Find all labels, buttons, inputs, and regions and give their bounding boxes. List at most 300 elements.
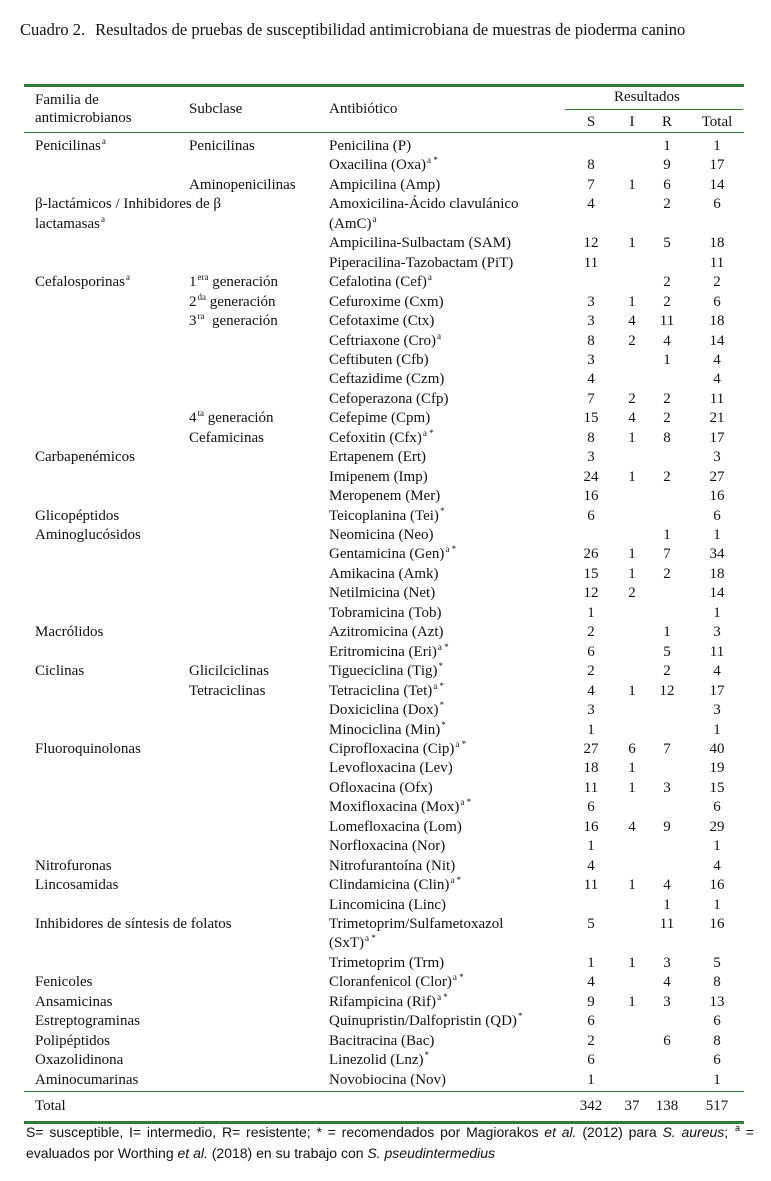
count-total: 6 [713, 1013, 721, 1030]
count-s: 24 [583, 468, 599, 485]
antibiotic-name: Penicilina (P) [329, 138, 412, 154]
count-s: 4 [587, 371, 595, 388]
antibiotic-cell [329, 1071, 446, 1090]
count-s: 26 [583, 546, 599, 563]
subclass-cell [189, 312, 278, 331]
count-i: 1 [628, 429, 636, 446]
antibiotic-cell [329, 701, 444, 720]
antibiotic-name: Cefoperazona (Cfp) [329, 390, 449, 407]
antibiotic-cell [329, 759, 453, 778]
subclass-text-rest: generación [204, 410, 274, 427]
count-s: 4 [587, 682, 595, 699]
count-s: 6 [587, 643, 595, 660]
antibiotic-cell [329, 584, 435, 603]
header-results: Resultados [614, 89, 680, 105]
count-r: 2 [663, 196, 671, 213]
antibiotic-marker: a [437, 330, 442, 341]
antibiotic-name: Trimetoprim/Sulfametoxazol [329, 916, 504, 932]
antibiotic-name: Ertapenem (Ert) [329, 449, 427, 466]
antibiotic-marker: * [441, 719, 446, 730]
subclass-text: Tetraciclinas [189, 682, 266, 699]
count-s: 7 [587, 176, 595, 193]
count-total: 16 [709, 916, 725, 932]
header-family [35, 91, 132, 127]
family-text: Polipéptidos [35, 1032, 111, 1049]
table-row [24, 818, 744, 837]
count-total: 1 [713, 838, 721, 855]
count-i: 1 [628, 682, 636, 699]
count-s: 3 [587, 313, 595, 330]
count-s: 4 [587, 196, 595, 213]
total-r: 138 [655, 1098, 679, 1115]
count-r: 12 [659, 682, 675, 699]
header-family-line2: antimicrobianos [35, 110, 132, 126]
count-s: 3 [587, 702, 595, 719]
count-total: 6 [713, 799, 721, 816]
count-total: 16 [709, 488, 725, 505]
table-row [24, 682, 744, 701]
count-total: 14 [709, 585, 725, 602]
count-i: 1 [628, 877, 636, 894]
table-row [24, 973, 744, 992]
antibiotic-name: Teicoplanina (Tei) [329, 507, 439, 524]
antibiotic-name: Lincomicina (Linc) [329, 896, 447, 913]
count-s: 6 [587, 799, 595, 816]
family-cell [35, 1032, 110, 1051]
antibiotic-name: Netilmicina (Net) [329, 585, 436, 602]
antibiotic-name: Norfloxacina (Nor) [329, 838, 446, 855]
count-total: 1 [713, 138, 721, 154]
count-r: 2 [663, 663, 671, 680]
antibiotic-name: Doxiciclina (Dox) [329, 702, 439, 719]
family-text: Ciclinas [35, 663, 85, 680]
subclass-text: Cefamicinas [189, 429, 264, 446]
count-s: 4 [587, 857, 595, 874]
table-footnote [26, 1122, 754, 1164]
count-i: 1 [628, 176, 636, 193]
antibiotic-name: Ampicilina-Sulbactam (SAM) [329, 235, 512, 252]
antibiotic-name: Bacitracina (Bac) [329, 1032, 435, 1049]
family-text-line2: lactamasas [35, 215, 100, 232]
antibiotic-name: Cloranfenicol (Clor) [329, 974, 452, 991]
antibiotic-name: Ceftriaxone (Cro) [329, 332, 437, 349]
antibiotic-cell [329, 876, 461, 895]
antibiotic-name: Imipenem (Imp) [329, 468, 428, 485]
count-s: 2 [587, 624, 595, 641]
subclass-superscript: da [197, 291, 206, 302]
antibiotic-name: Tobramicina (Tob) [329, 604, 442, 621]
antibiotic-marker: * [439, 505, 445, 516]
family-superscript: a [125, 272, 130, 283]
count-total: 40 [709, 740, 725, 757]
table-row [24, 584, 744, 603]
antibiotic-name: Clindamicina (Clin) [329, 877, 450, 894]
antibiotic-name: Tigueciclina (Tig) [329, 663, 438, 680]
antibiotic-cell [329, 293, 444, 312]
table-row [24, 390, 744, 409]
antibiotic-cell [329, 409, 430, 428]
count-total: 11 [709, 390, 725, 407]
antibiotic-cell [329, 818, 462, 837]
count-total: 21 [709, 410, 725, 427]
table-row [24, 545, 744, 564]
count-s: 3 [587, 449, 595, 466]
table-row [24, 954, 744, 973]
count-i: 1 [628, 235, 636, 252]
antibiotic-marker: a * [437, 991, 448, 1002]
total-rule [24, 1091, 744, 1092]
count-i: 2 [628, 332, 636, 349]
antibiotic-name: Trimetoprim (Trm) [329, 954, 445, 971]
table-row [24, 662, 744, 681]
antibiotic-cell [329, 1032, 434, 1051]
count-total: 6 [713, 507, 721, 524]
count-total: 18 [709, 235, 725, 252]
antibiotic-marker: a * [455, 738, 467, 749]
antibiotic-cell [329, 312, 434, 331]
table-caption [20, 20, 755, 40]
footnote-etal1: et al. [544, 1124, 577, 1140]
count-s: 8 [587, 157, 595, 174]
antibiotic-cell [329, 973, 464, 992]
family-cell [35, 1012, 140, 1031]
count-s: 3 [587, 293, 595, 310]
count-s: 16 [583, 488, 599, 505]
count-total: 8 [713, 974, 721, 991]
table-row [24, 1071, 744, 1090]
count-total: 3 [713, 702, 721, 719]
family-cell [35, 876, 118, 895]
table-row [24, 1012, 744, 1031]
family-text: Lincosamidas [35, 877, 119, 894]
table-row [24, 565, 744, 584]
family-text: Carbapenémicos [35, 449, 135, 466]
subclass-superscript: ra [197, 311, 205, 322]
count-i: 1 [628, 293, 636, 310]
table-row [24, 487, 744, 506]
antibiotic-marker: * [438, 661, 443, 672]
antibiotic-name: Piperacilina-Tazobactam (PiT) [329, 254, 514, 271]
subclass-cell [189, 682, 265, 701]
count-r: 2 [663, 410, 671, 427]
count-total: 1 [713, 527, 721, 543]
family-text: β-lactámicos / Inhibidores de β [35, 196, 222, 213]
count-total: 11 [709, 643, 725, 660]
table-row [24, 370, 744, 389]
count-total: 13 [709, 993, 725, 1010]
count-s: 3 [587, 351, 595, 368]
subclass-cell [189, 293, 276, 312]
antibiotic-cell [329, 993, 448, 1012]
antibiotic-marker: a * [445, 544, 457, 555]
table-row [24, 604, 744, 623]
count-s: 2 [587, 663, 595, 680]
count-total: 3 [713, 449, 721, 466]
antibiotic-name: Rifampicina (Rif) [329, 993, 437, 1010]
count-total: 29 [709, 818, 725, 835]
table-row [24, 195, 744, 234]
family-text: Glicopéptidos [35, 507, 120, 524]
family-text: Aminoglucósidos [35, 527, 141, 543]
count-s: 9 [587, 993, 595, 1010]
count-s: 1 [587, 954, 595, 971]
count-r: 2 [663, 468, 671, 485]
antibiotic-name: Ceftazidime (Czm) [329, 371, 445, 388]
antibiotic-marker: a * [450, 875, 462, 886]
count-r: 4 [663, 332, 671, 349]
family-cell [35, 137, 106, 156]
antibiotic-marker: a * [460, 797, 472, 808]
count-s: 8 [587, 429, 595, 446]
antibiotic-name: Ceftibuten (Cfb) [329, 351, 429, 368]
table-row [24, 526, 744, 545]
table-row [24, 1032, 744, 1051]
antibiotic-name: Linezolid (Lnz) [329, 1052, 424, 1069]
count-total: 17 [709, 157, 725, 174]
header-family-line1: Familia de [35, 92, 99, 108]
antibiotic-name: Neomicina (Neo) [329, 527, 434, 543]
count-s: 16 [583, 818, 599, 835]
subclass-text: 1 [189, 274, 197, 291]
antibiotic-cell [329, 390, 449, 409]
table-row [24, 507, 744, 526]
count-s: 2 [587, 1032, 595, 1049]
footnote-part2: (2012) para [576, 1124, 663, 1140]
antibiotic-cell [329, 682, 444, 701]
table-row [24, 721, 744, 740]
antibiotic-cell [329, 721, 446, 740]
subclass-text-rest: generación [206, 293, 276, 310]
count-i: 1 [628, 546, 636, 563]
antibiotic-marker: * [439, 700, 445, 711]
total-row [24, 1096, 744, 1116]
header-rule [24, 132, 744, 133]
subclass-text: Aminopenicilinas [189, 176, 296, 193]
family-superscript: a [100, 213, 105, 224]
count-total: 8 [713, 1032, 721, 1049]
antibiotic-name-line2: (AmC) [329, 215, 372, 232]
count-i: 1 [628, 760, 636, 777]
subclass-cell [189, 176, 296, 195]
footnote-part1: S= susceptible, I= intermedio, R= resistente; * = recomendados por Magiorakos [26, 1124, 545, 1140]
count-i: 1 [628, 779, 636, 796]
antibiotic-name: Amoxicilina-Ácido clavulánico [329, 196, 519, 213]
antibiotic-cell [329, 740, 466, 759]
family-cell [35, 195, 221, 234]
antibiotic-marker: a * [427, 155, 438, 166]
family-cell [35, 915, 232, 934]
count-s: 12 [583, 235, 599, 252]
footnote-part5: (2018) en su trabajo con [207, 1145, 368, 1161]
table-row [24, 293, 744, 312]
count-r: 11 [659, 916, 675, 932]
count-s: 7 [587, 390, 595, 407]
antibiotic-marker: a * [452, 972, 464, 983]
count-i: 4 [628, 410, 636, 427]
antibiotic-marker: a * [437, 641, 449, 652]
antibiotic-name: Levofloxacina (Lev) [329, 760, 453, 777]
antibiotic-cell [329, 332, 441, 351]
count-total: 4 [713, 371, 721, 388]
antibiotic-name: Tetraciclina (Tet) [329, 682, 433, 699]
table-row [24, 623, 744, 642]
family-cell [35, 740, 141, 759]
count-s: 15 [583, 410, 599, 427]
count-total: 6 [713, 196, 721, 213]
antibiotic-name: Amikacina (Amk) [329, 565, 439, 582]
count-total: 1 [713, 896, 721, 913]
family-cell [35, 273, 130, 292]
table-row [24, 429, 744, 448]
count-r: 5 [663, 643, 671, 660]
antibiotic-cell [329, 857, 455, 876]
antibiotic-cell [329, 137, 411, 156]
antibiotic-marker: a [427, 272, 432, 283]
count-r: 9 [663, 818, 671, 835]
family-cell [35, 507, 119, 526]
antibiotic-cell [329, 351, 429, 370]
antibiotic-cell [329, 234, 511, 253]
table-row [24, 643, 744, 662]
count-r: 3 [663, 993, 671, 1010]
antibiotic-cell [329, 254, 513, 273]
top-rule [24, 84, 744, 87]
family-text: Estreptograminas [35, 1013, 140, 1030]
antibiotic-marker: a * [365, 933, 376, 944]
count-total: 4 [713, 351, 721, 368]
count-r: 2 [663, 293, 671, 310]
count-total: 1 [713, 721, 721, 738]
family-cell [35, 448, 135, 467]
table-row [24, 759, 744, 778]
table-row [24, 779, 744, 798]
count-s: 6 [587, 1052, 595, 1069]
family-cell [35, 526, 141, 545]
family-text: Cefalosporinas [35, 274, 125, 291]
count-s: 5 [587, 916, 595, 932]
count-s: 11 [583, 877, 599, 894]
antibiotic-name: Ofloxacina (Ofx) [329, 779, 433, 796]
antibiotic-cell [329, 468, 428, 487]
count-i: 1 [628, 468, 636, 485]
table-row [24, 137, 744, 156]
footnote-part3: ; [724, 1124, 734, 1140]
count-r: 4 [663, 877, 671, 894]
table-row [24, 273, 744, 292]
family-cell [35, 857, 112, 876]
antibiotic-name-line2: (SxT) [329, 935, 364, 952]
count-r: 1 [663, 624, 671, 641]
table-row [24, 351, 744, 370]
table-row [24, 740, 744, 759]
count-i: 2 [628, 585, 636, 602]
count-total: 14 [709, 332, 725, 349]
antibiotic-name: Quinupristin/Dalfopristin (QD) [329, 1013, 517, 1030]
antibiotic-cell [329, 915, 503, 954]
subclass-cell [189, 273, 278, 292]
family-cell [35, 1051, 123, 1070]
count-total: 14 [709, 176, 725, 193]
count-total: 11 [709, 254, 725, 271]
header-antibiotic: Antibiótico [329, 101, 398, 117]
table-row [24, 798, 744, 817]
antibiotic-name: Nitrofurantoína (Nit) [329, 857, 456, 874]
family-text: Aminocumarinas [35, 1071, 139, 1088]
count-s: 1 [587, 604, 595, 621]
antibiotic-name: Eritromicina (Eri) [329, 643, 437, 660]
subclass-superscript: era [197, 272, 209, 283]
count-total: 2 [713, 274, 721, 291]
family-cell [35, 973, 93, 992]
subclass-cell [189, 429, 264, 448]
count-r: 1 [663, 351, 671, 368]
count-s: 6 [587, 507, 595, 524]
count-r: 1 [663, 138, 671, 154]
header-subclass: Subclase [189, 101, 243, 117]
footnote-sup: a [734, 1123, 740, 1133]
antibiotic-name: Ampicilina (Amp) [329, 176, 441, 193]
table-row [24, 896, 744, 915]
header-s: S [586, 114, 596, 130]
count-total: 17 [709, 429, 725, 446]
total-t: 517 [705, 1098, 729, 1115]
count-total: 3 [713, 624, 721, 641]
family-text: Inhibidores de síntesis de folatos [35, 916, 232, 932]
count-s: 11 [583, 254, 599, 271]
header-total: Total [701, 114, 733, 130]
count-i: 4 [628, 818, 636, 835]
table-row [24, 254, 744, 273]
antibiotic-cell [329, 429, 434, 448]
caption-label: Cuadro 2. [20, 20, 86, 39]
antibiotic-cell [329, 565, 439, 584]
count-r: 3 [663, 954, 671, 971]
table-row [24, 409, 744, 428]
antibiotic-name: Meropenem (Mer) [329, 488, 441, 505]
table-row [24, 448, 744, 467]
table-row [24, 234, 744, 253]
table-row [24, 156, 744, 175]
family-cell [35, 1071, 138, 1090]
count-i: 1 [628, 565, 636, 582]
count-total: 27 [709, 468, 725, 485]
count-total: 4 [713, 663, 721, 680]
count-total: 4 [713, 857, 721, 874]
count-s: 11 [583, 779, 599, 796]
count-total: 1 [713, 604, 721, 621]
subclass-text-rest: generación [208, 274, 279, 291]
header-r: R [661, 114, 672, 130]
count-total: 5 [713, 954, 721, 971]
total-label: Total [35, 1098, 66, 1115]
count-total: 15 [709, 779, 725, 796]
subclass-cell [189, 137, 255, 156]
table-row [24, 915, 744, 954]
antibiotic-marker: a * [422, 427, 434, 438]
family-cell [35, 662, 84, 681]
count-total: 19 [709, 760, 725, 777]
count-r: 6 [663, 176, 671, 193]
footnote-species2: S. pseudintermedius [367, 1145, 496, 1161]
table-row [24, 176, 744, 195]
count-s: 1 [587, 1071, 595, 1088]
table-row [24, 1051, 744, 1070]
antibiotic-cell [329, 370, 444, 389]
count-total: 6 [713, 1052, 721, 1069]
table-row [24, 993, 744, 1012]
total-s: 342 [579, 1098, 603, 1115]
count-total: 6 [713, 293, 721, 310]
